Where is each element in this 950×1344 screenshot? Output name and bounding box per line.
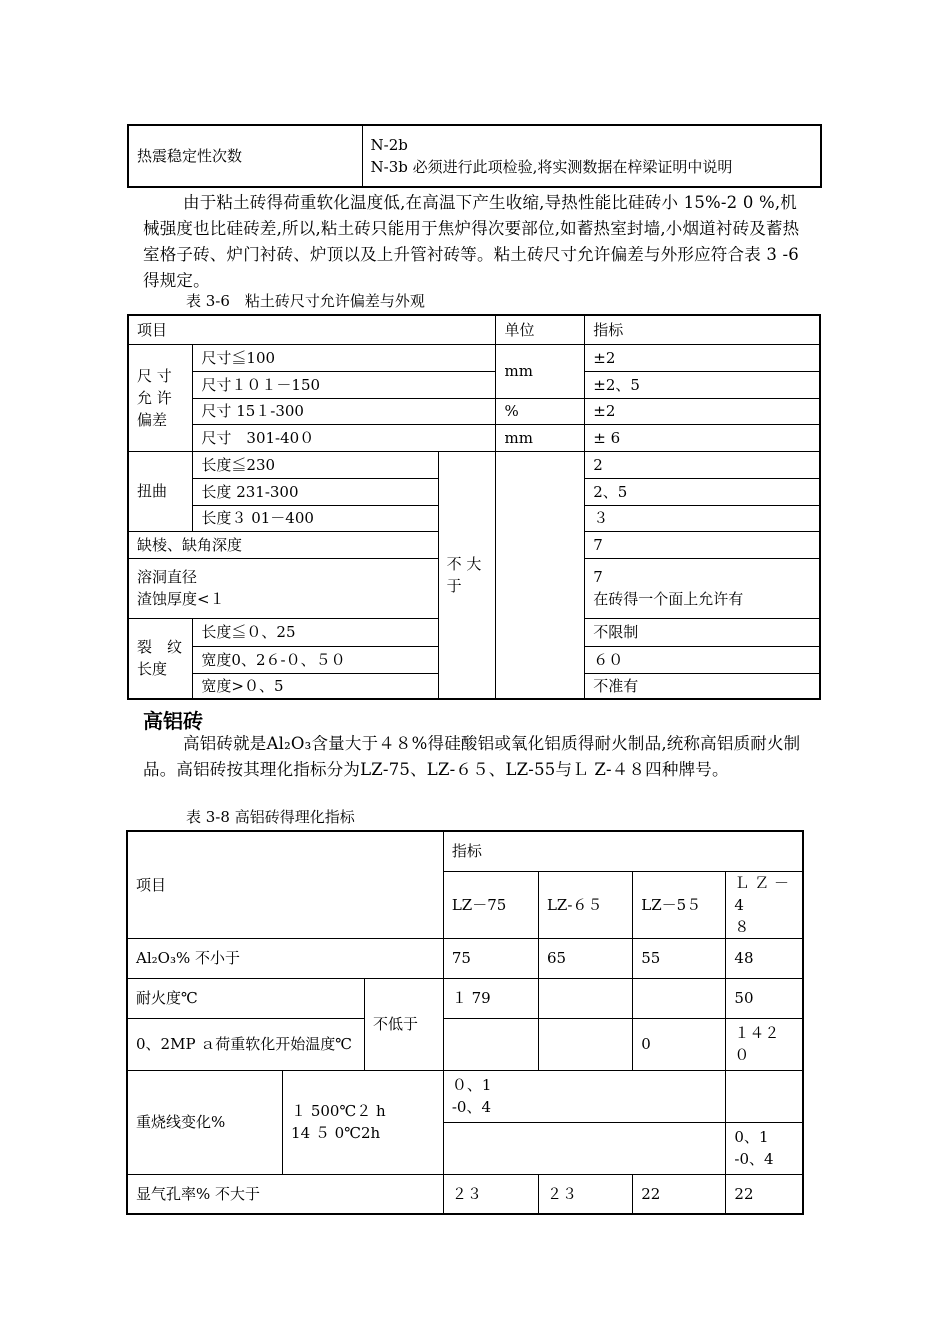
item-header: 项目 <box>127 831 443 938</box>
warp-group-label: 扭曲 <box>128 451 193 531</box>
stability-label: 热震稳定性次数 <box>128 125 362 187</box>
al2o3-value: 48 <box>726 938 803 978</box>
grade-lz75: LZ－75 <box>443 871 538 938</box>
reheat-empty <box>443 1122 726 1174</box>
size-item: 尺寸≦100 <box>193 344 496 371</box>
warp-item: 长度３ 01－400 <box>193 505 438 531</box>
refractoriness-value: １ 79 <box>443 978 538 1018</box>
stability-line-1: N-2b <box>370 136 408 154</box>
crack-value: 不准有 <box>585 673 820 699</box>
size-value: ±2、5 <box>585 371 820 398</box>
size-item: 尺寸 15１-300 <box>193 398 496 424</box>
hole-item: 溶洞直径 渣蚀厚度<１ <box>128 558 438 618</box>
crack-group-label: 裂 纹 长度 <box>128 618 193 699</box>
size-group-label: 尺 寸 允 许 偏差 <box>128 344 193 451</box>
header-unit: 单位 <box>496 315 585 344</box>
porosity-value: 22 <box>726 1174 803 1214</box>
crack-value: ６０ <box>585 646 820 673</box>
grade-lz65: LZ-６５ <box>538 871 632 938</box>
rul-value: 0 <box>633 1018 726 1070</box>
header-item: 项目 <box>128 315 496 344</box>
reheat-change-2: 0、1 -0、4 <box>726 1122 803 1174</box>
rul-label: 0、2MP ａ荷重软化开始温度℃ <box>127 1018 365 1070</box>
warp-value: 2 <box>585 451 820 478</box>
unit-cell: mm <box>496 344 585 398</box>
clay-brick-paragraph: 由于粘土砖得荷重软化温度低,在高温下产生收缩,导热性能比硅砖小 15%-2 0 %,机械强度也比硅砖差,所以,粘土砖只能用于焦炉得次要部位,如蓄热室封墙,小烟道衬砖及蓄热室格子砖、炉门衬砖、炉顶以及上升管衬砖等。粘土砖尺寸允许偏差与外形应符合表 3 -6 得规定。 <box>143 193 800 290</box>
not-more-than-label: 不 大 于 <box>438 451 496 699</box>
porosity-value: ２３ <box>443 1174 538 1214</box>
warp-value: 2、5 <box>585 478 820 505</box>
rul-value <box>443 1018 538 1070</box>
porosity-value: ２３ <box>538 1174 632 1214</box>
high-alumina-paragraph: 高铝砖就是Al₂O₃含量大于４８%得硅酸铝或氧化铝质得耐火制品,统称高铝质耐火制品。高铝砖按其理化指标分为LZ-75、LZ-６５、LZ-55与Ｌ Z-４８四种牌号。 <box>143 734 801 779</box>
al2o3-value: 65 <box>538 938 632 978</box>
reheat-empty <box>726 1070 803 1122</box>
crack-item: 长度≦０、25 <box>193 618 438 646</box>
reheat-conditions: １ 500℃２ h 14 ５ 0℃2h <box>283 1070 444 1174</box>
header-index: 指标 <box>585 315 820 344</box>
edge-value: 7 <box>585 531 820 558</box>
unit-empty <box>496 451 585 699</box>
crack-item: 宽度0、2６-０、５０ <box>193 646 438 673</box>
warp-item: 长度 231-300 <box>193 478 438 505</box>
al2o3-label: Al₂O₃% 不小于 <box>127 938 443 978</box>
unit-cell: % <box>496 398 585 424</box>
reheat-label: 重烧线变化% <box>127 1070 283 1174</box>
porosity-label: 显气孔率% 不大于 <box>127 1174 443 1214</box>
stability-table <box>127 124 822 188</box>
table38-caption: 表 3-8 高铝砖得理化指标 <box>186 808 355 826</box>
size-item: 尺寸 301-40０ <box>193 424 496 451</box>
refractoriness-value <box>633 978 726 1018</box>
stability-notes <box>362 125 821 187</box>
porosity-value: 22 <box>633 1174 726 1214</box>
high-alumina-heading: 高铝砖 <box>143 709 203 733</box>
refractoriness-value <box>538 978 632 1018</box>
edge-item: 缺棱、缺角深度 <box>128 531 438 558</box>
stability-line-2: N-3b 必须进行此项检验,将实测数据在梓梁证明中说明 <box>370 158 733 176</box>
reheat-change-1: ０、1 -0、4 <box>443 1070 726 1122</box>
rul-value <box>538 1018 632 1070</box>
size-value: ± 6 <box>585 424 820 451</box>
not-lower-label: 不低于 <box>365 978 444 1070</box>
table36-caption: 表 3-6 粘土砖尺寸允许偏差与外观 <box>186 292 425 310</box>
high-alumina-table <box>126 830 804 1215</box>
warp-value: ３ <box>585 505 820 531</box>
size-item: 尺寸１０１－150 <box>193 371 496 398</box>
rul-value: １４２０ <box>726 1018 803 1070</box>
index-header: 指标 <box>443 831 803 871</box>
al2o3-value: 75 <box>443 938 538 978</box>
grade-lz48: Ｌ Ｚ －4 ８ <box>726 871 803 938</box>
warp-item: 长度≦230 <box>193 451 438 478</box>
size-value: ±2 <box>585 398 820 424</box>
grade-lz55: LZ－5５ <box>633 871 726 938</box>
unit-cell: mm <box>496 424 585 451</box>
clay-tolerance-table <box>127 314 821 700</box>
refractoriness-value: 50 <box>726 978 803 1018</box>
crack-item: 宽度>０、5 <box>193 673 438 699</box>
al2o3-value: 55 <box>633 938 726 978</box>
refractoriness-label: 耐火度℃ <box>127 978 365 1018</box>
size-value: ±2 <box>585 344 820 371</box>
crack-value: 不限制 <box>585 618 820 646</box>
hole-value: 7 在砖得一个面上允许有 <box>585 558 820 618</box>
